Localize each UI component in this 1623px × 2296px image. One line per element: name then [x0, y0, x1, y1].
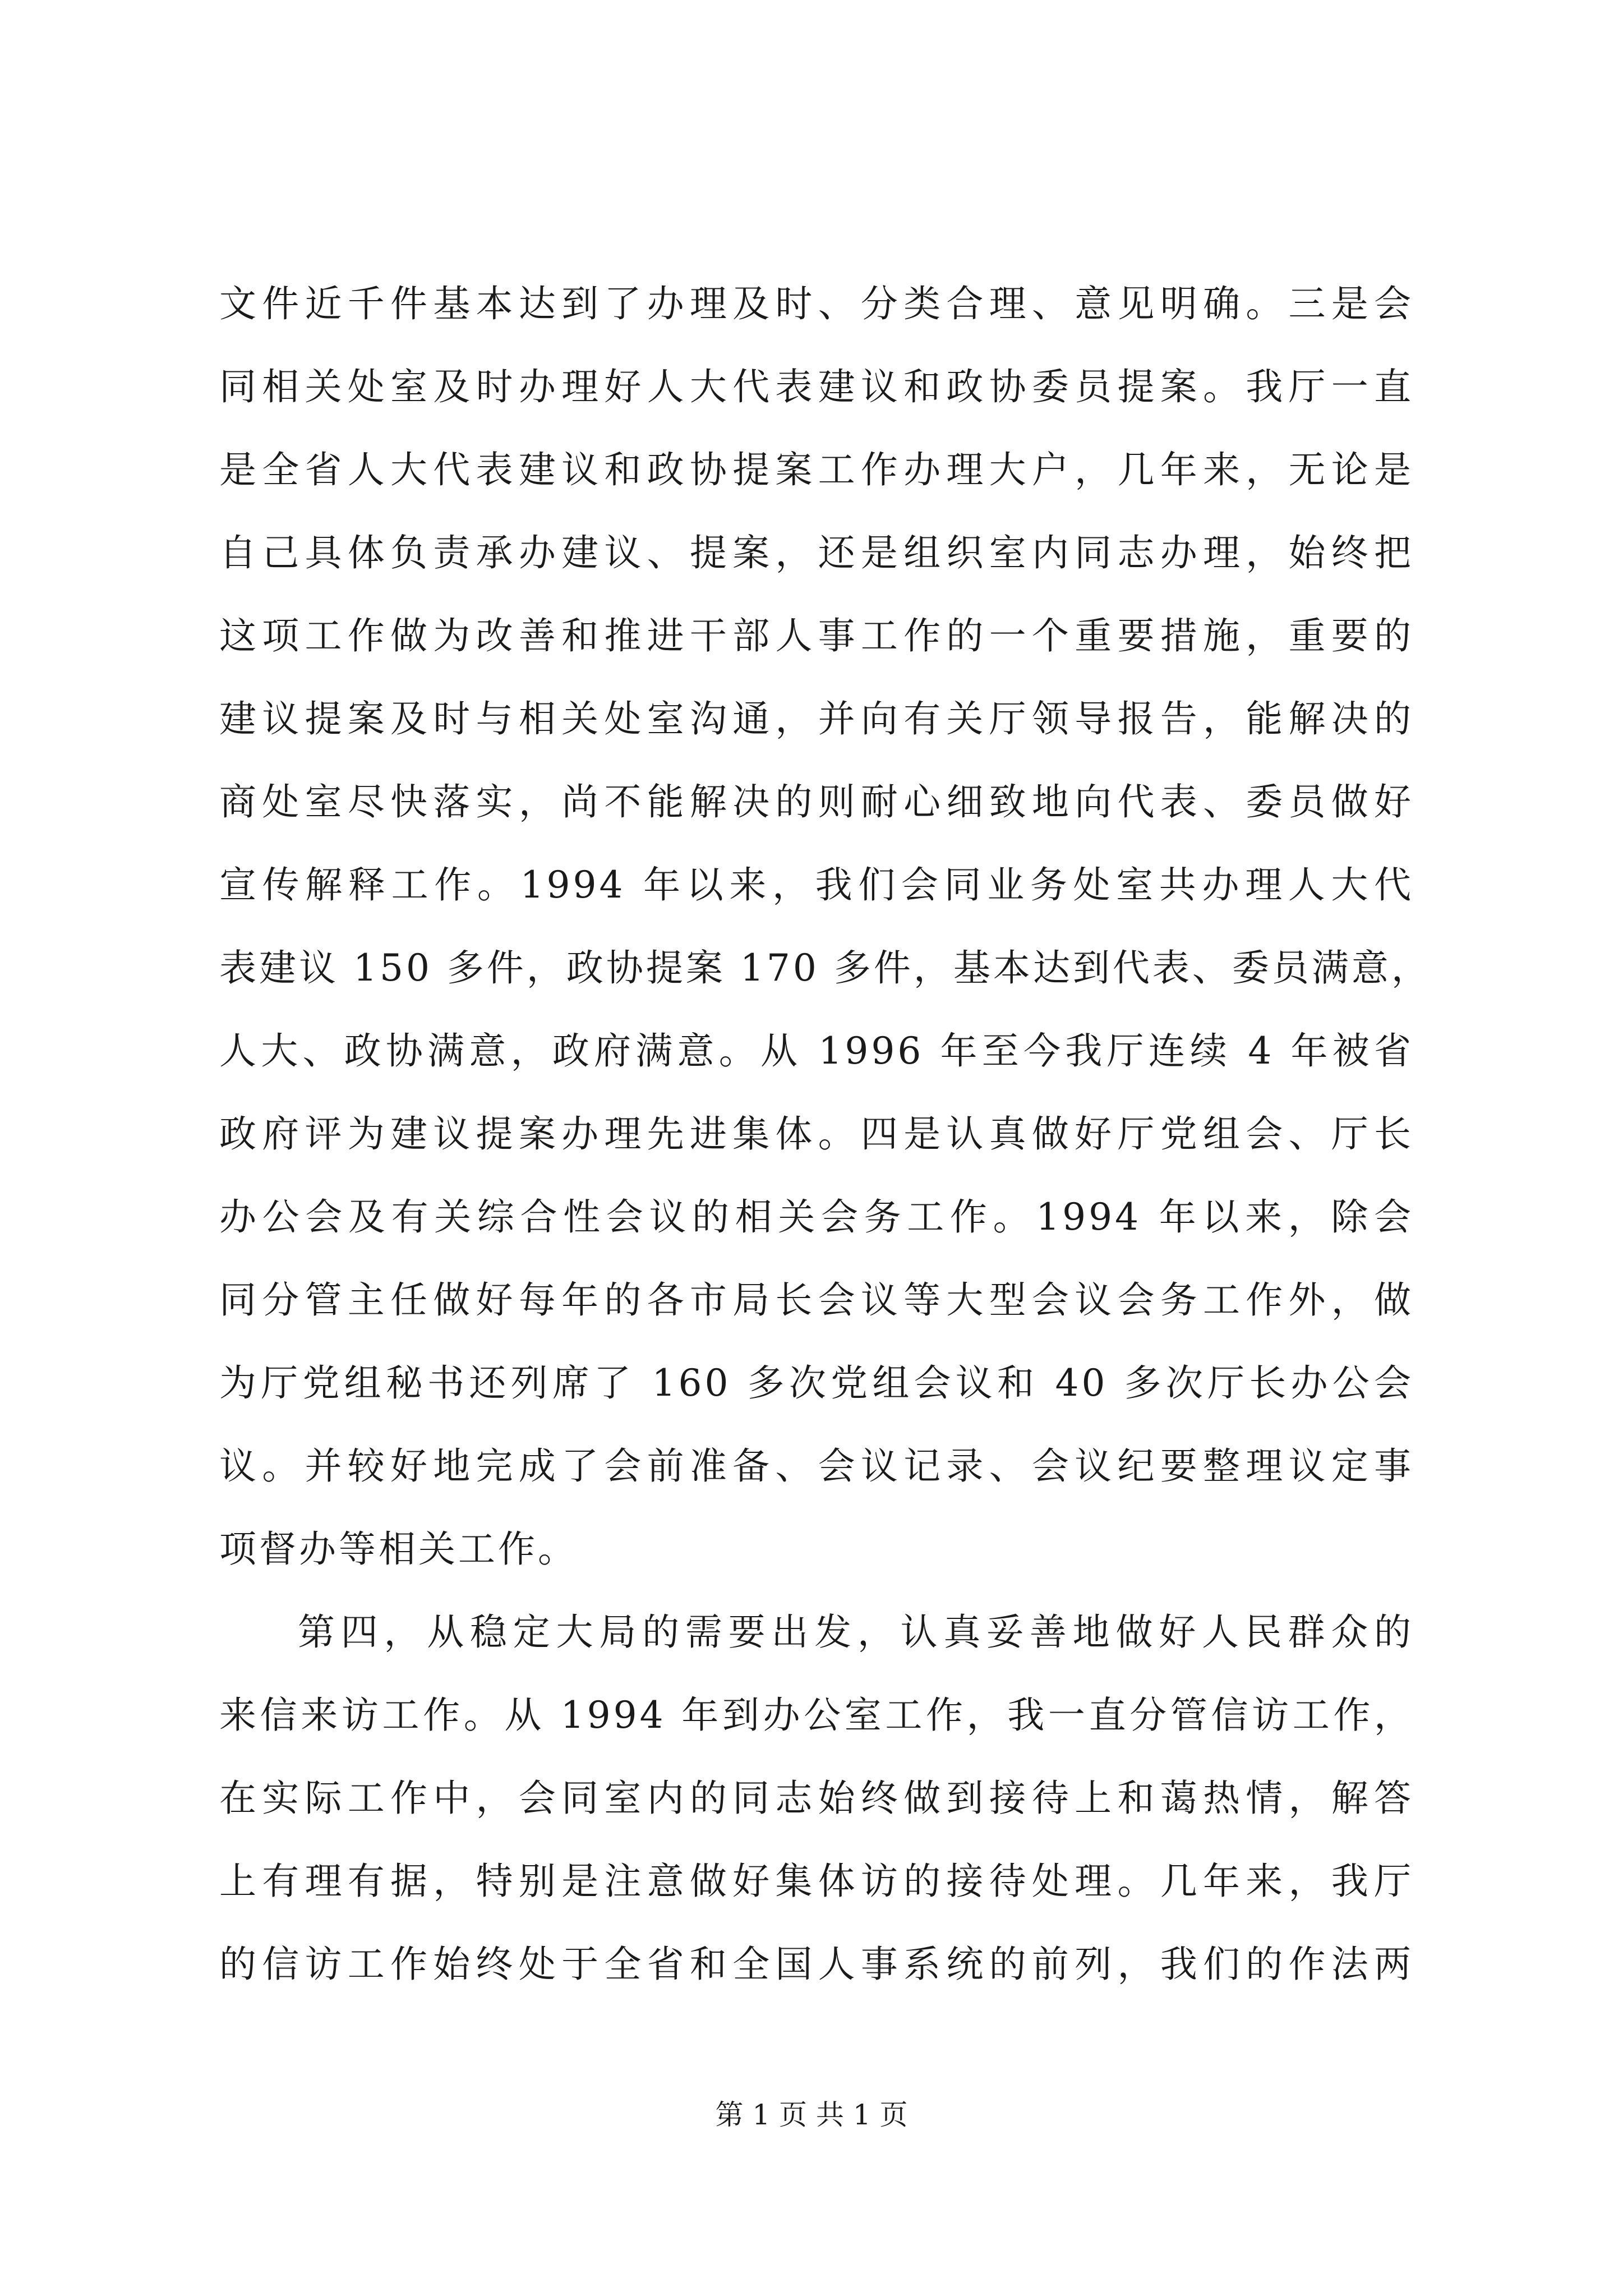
text-line-paragraph-start: 第四，从稳定大局的需要出发，认真妥善地做好人民群众的	[298, 1611, 1414, 1654]
text-line: 上有理有据，特别是注意做好集体访的接待处理。几年来，我厅	[219, 1860, 1414, 1903]
text-line: 同分管主任做好每年的各市局长会议等大型会议会务工作外，做	[219, 1278, 1414, 1322]
text-line: 在实际工作中，会同室内的同志始终做到接待上和蔼热情，解答	[219, 1777, 1414, 1820]
text-line: 为厅党组秘书还列席了 160 多次党组会议和 40 多次厅长办公会	[219, 1361, 1414, 1405]
text-line: 建议提案及时与相关处室沟通，并向有关厅领导报告，能解决的	[219, 697, 1414, 740]
text-line: 这项工作做为改善和推进干部人事工作的一个重要措施，重要的	[219, 614, 1414, 657]
text-line: 来信来访工作。从 1994 年到办公室工作，我一直分管信访工作，	[219, 1694, 1414, 1737]
text-line: 商处室尽快落实，尚不能解决的则耐心细致地向代表、委员做好	[219, 780, 1414, 823]
text-line: 政府评为建议提案办理先进集体。四是认真做好厅党组会、厅长	[219, 1112, 1414, 1156]
page-number-footer: 第 1 页 共 1 页	[715, 2099, 908, 2131]
text-line: 表建议 150 多件，政协提案 170 多件，基本达到代表、委员满意，	[219, 946, 1431, 990]
text-line: 人大、政协满意，政府满意。从 1996 年至今我厅连续 4 年被省	[219, 1029, 1414, 1073]
document-body	[219, 263, 1431, 2006]
text-line: 是全省人大代表建议和政协提案工作办理大户，几年来，无论是	[219, 448, 1414, 491]
text-line: 的信访工作始终处于全省和全国人事系统的前列，我们的作法两	[219, 1943, 1414, 1986]
text-line: 文件近千件基本达到了办理及时、分类合理、意见明确。三是会	[219, 282, 1414, 325]
text-line: 自己具体负责承办建议、提案，还是组织室内同志办理，始终把	[219, 531, 1414, 574]
text-line: 同相关处室及时办理好人大代表建议和政协委员提案。我厅一直	[219, 365, 1414, 408]
text-line: 宣传解释工作。1994 年以来，我们会同业务处室共办理人大代	[219, 863, 1414, 907]
text-line-paragraph-end: 项督办等相关工作。	[219, 1527, 578, 1571]
text-line: 办公会及有关综合性会议的相关会务工作。1994 年以来，除会	[219, 1195, 1414, 1239]
text-line: 议。并较好地完成了会前准备、会议记录、会议纪要整理议定事	[219, 1444, 1414, 1488]
